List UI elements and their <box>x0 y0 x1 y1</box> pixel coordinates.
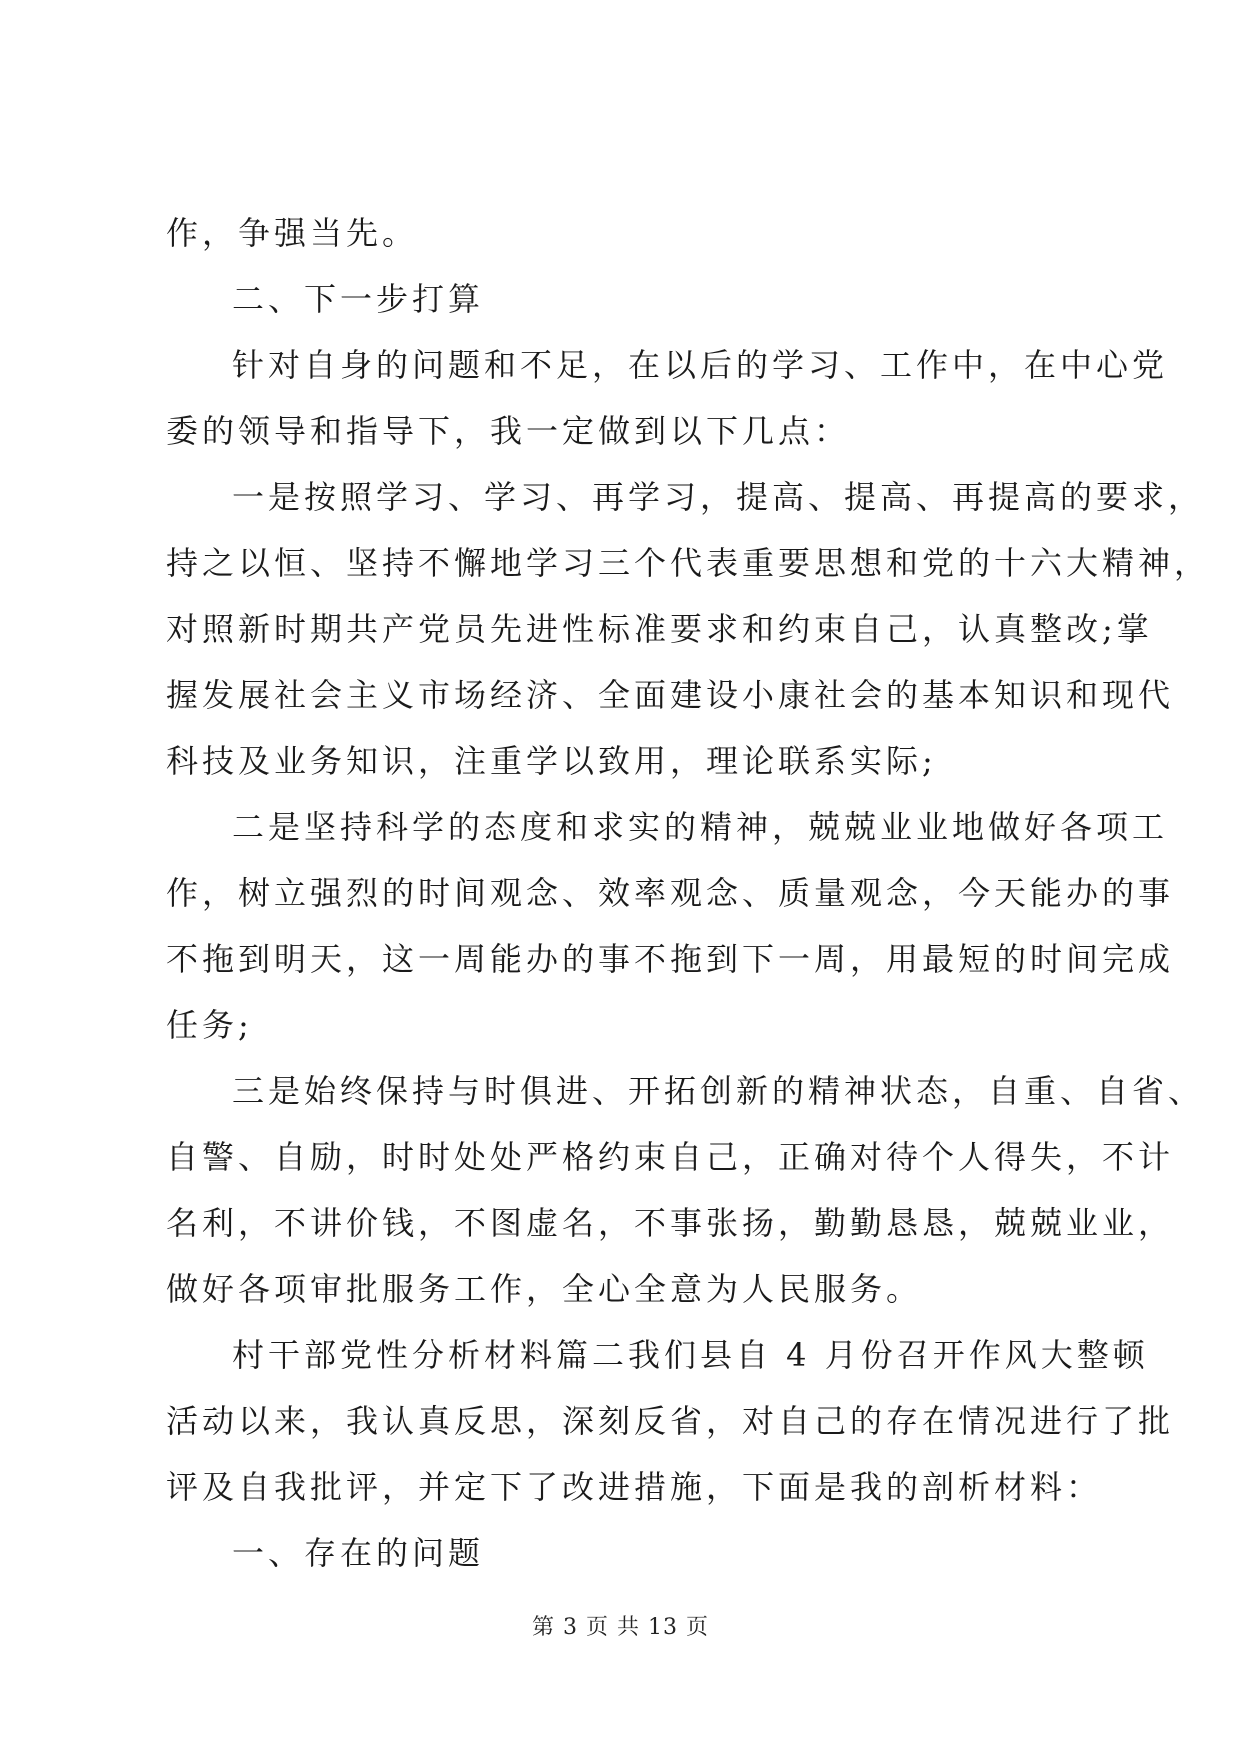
text-line: 自警、自励，时时处处严格约束自己，正确对待个人得失，不计 <box>166 1138 1175 1176</box>
text-line: 做好各项审批服务工作，全心全意为人民服务。 <box>166 1270 923 1308</box>
text-line: 不拖到明天，这一周能办的事不拖到下一周，用最短的时间完成 <box>166 940 1175 978</box>
text-line: 一、存在的问题 <box>232 1534 485 1572</box>
text-line: 任务; <box>166 1006 253 1044</box>
text-line: 科技及业务知识，注重学以致用，理论联系实际; <box>166 742 937 780</box>
text-line: 活动以来，我认真反思，深刻反省，对自己的存在情况进行了批 <box>166 1402 1175 1440</box>
page-footer: 第 3 页 共 13 页 <box>532 1615 709 1640</box>
text-line: 作，树立强烈的时间观念、效率观念、质量观念，今天能办的事 <box>166 874 1175 912</box>
text-line: 一是按照学习、学习、再学习，提高、提高、再提高的要求， <box>232 478 1205 516</box>
text-line: 二是坚持科学的态度和求实的精神，兢兢业业地做好各项工 <box>232 808 1169 846</box>
text-line: 评及自我批评，并定下了改进措施，下面是我的剖析材料： <box>166 1468 1103 1506</box>
text-line: 作，争强当先。 <box>166 214 419 252</box>
text-line: 针对自身的问题和不足，在以后的学习、工作中，在中心党 <box>232 346 1169 384</box>
text-line: 名利，不讲价钱，不图虚名，不事张扬，勤勤恳恳，兢兢业业， <box>166 1204 1175 1242</box>
document-body <box>166 200 1211 1586</box>
text-line: 握发展社会主义市场经济、全面建设小康社会的基本知识和现代 <box>166 676 1175 714</box>
text-line: 村干部党性分析材料篇二我们县自 4 月份召开作风大整顿 <box>232 1336 1149 1374</box>
text-line: 委的领导和指导下，我一定做到以下几点： <box>166 412 851 450</box>
text-line: 对照新时期共产党员先进性标准要求和约束自己，认真整改;掌 <box>166 610 1153 648</box>
text-line: 三是始终保持与时俱进、开拓创新的精神状态，自重、自省、 <box>232 1072 1205 1110</box>
text-line: 持之以恒、坚持不懈地学习三个代表重要思想和党的十六大精神， <box>166 544 1211 582</box>
text-line: 二、下一步打算 <box>232 280 485 318</box>
